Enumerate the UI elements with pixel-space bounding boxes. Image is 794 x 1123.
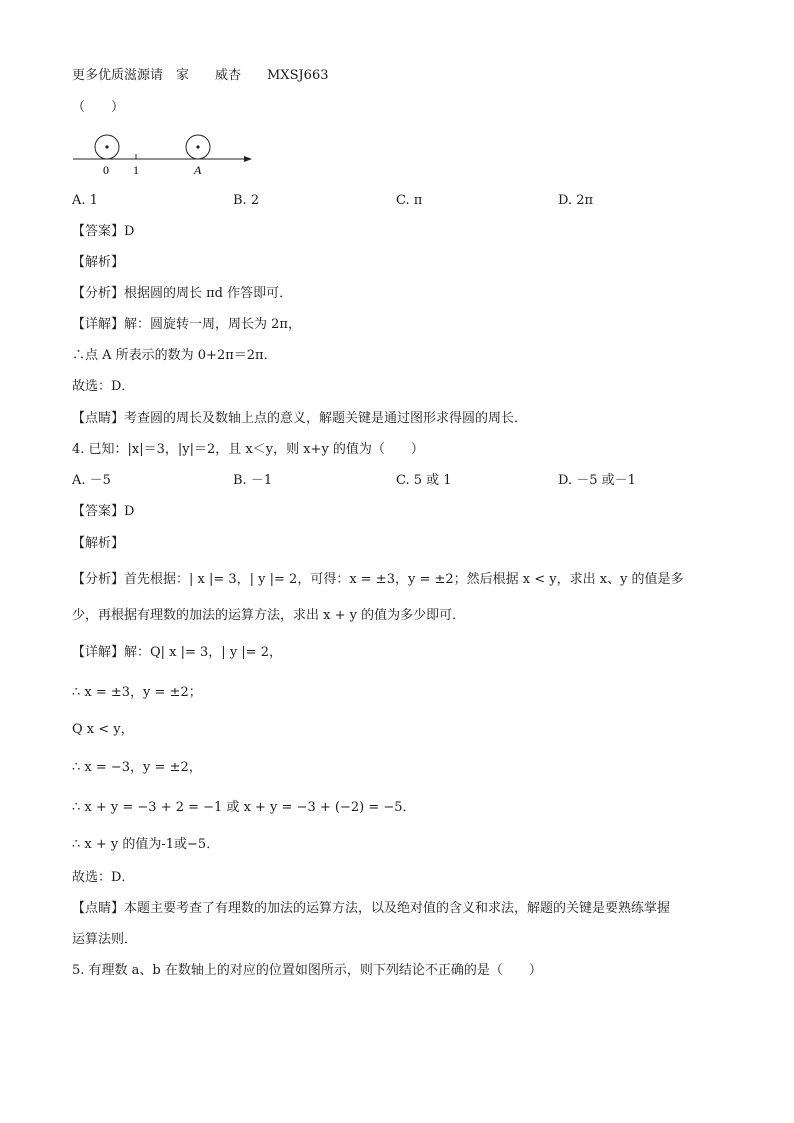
q4-step1: ∴ x = ±3，y = ±2； <box>72 685 202 700</box>
q4-fenxi-line2: 少，再根据有理数的加法的运算方法，求出 x + y 的值为多少即可． <box>72 608 466 623</box>
label-zero: 0 <box>103 163 109 177</box>
q4-dianjing-line2: 运算法则． <box>72 932 138 947</box>
q4-fenxi-line1: 【分析】首先根据：| x |= 3，| y |= 2，可得：x = ±3，y = ±2；然后根据 x < y，求出 x、y 的值是多 <box>72 572 684 587</box>
q4-analysis-tag: 【解析】 <box>72 536 125 551</box>
q3-analysis-tag: 【解析】 <box>72 255 125 270</box>
q3-xiangjie: 【详解】解：圆旋转一周，周长为 2π， <box>72 317 301 332</box>
label-one: 1 <box>133 163 139 177</box>
q4-dianjing-line1: 【点睛】本题主要考查了有理数的加法的运算方法，以及绝对值的含义和求法，解题的关键是要熟练掌握 <box>72 901 671 916</box>
q3-step1: ∴点 A 所表示的数为 0+2π＝2π． <box>72 348 277 363</box>
q4-step5: ∴ x + y 的值为-1或−5． <box>72 837 220 852</box>
q4-option-d: D. －5 或－1 <box>558 473 636 488</box>
q3-option-d: D. 2π <box>558 193 594 208</box>
header-promo: 更多优质滋源请 家 威杏 MXSJ663 <box>72 68 329 83</box>
q4-xiangjie: 【详解】解：Q| x |= 3，| y |= 2， <box>72 645 282 660</box>
q4-step3: ∴ x = −3，y = ±2， <box>72 760 202 775</box>
q3-option-b: B. 2 <box>233 193 260 208</box>
number-line-figure <box>70 130 260 178</box>
q4-step2: Q x < y， <box>72 722 134 737</box>
q3-fenxi: 【分析】根据圆的周长 πd 作答即可． <box>72 286 293 301</box>
q3-paren: （ ） <box>72 100 125 115</box>
q3-choose: 故选：D． <box>72 379 135 394</box>
q3-dianjing: 【点睛】考查圆的周长及数轴上点的意义，解题关键是通过图形求得圆的周长． <box>72 411 528 426</box>
label-a: A <box>194 163 202 177</box>
q3-option-a: A. 1 <box>72 193 98 208</box>
q4-stem: 4. 已知：|x|＝3，|y|＝2，且 x＜y，则 x+y 的值为（ ） <box>72 442 424 457</box>
circle-center-dot-zero <box>105 145 108 148</box>
q4-answer: 【答案】D <box>72 504 135 519</box>
q4-option-c: C. 5 或 1 <box>396 473 452 488</box>
q3-answer: 【答案】D <box>72 224 135 239</box>
arrow-right-icon <box>244 156 252 162</box>
q4-option-a: A. －5 <box>72 473 111 488</box>
circle-center-dot-a <box>196 145 199 148</box>
q3-option-c: C. π <box>396 193 423 208</box>
q4-choose: 故选：D． <box>72 870 135 885</box>
q4-step4: ∴ x + y = −3 + 2 = −1 或 x + y = −3 + (−2) = −5． <box>72 800 416 815</box>
q4-option-b: B. －1 <box>233 473 273 488</box>
q5-stem: 5. 有理数 a、b 在数轴上的对应的位置如图所示，则下列结论不正确的是（ ） <box>72 963 542 978</box>
